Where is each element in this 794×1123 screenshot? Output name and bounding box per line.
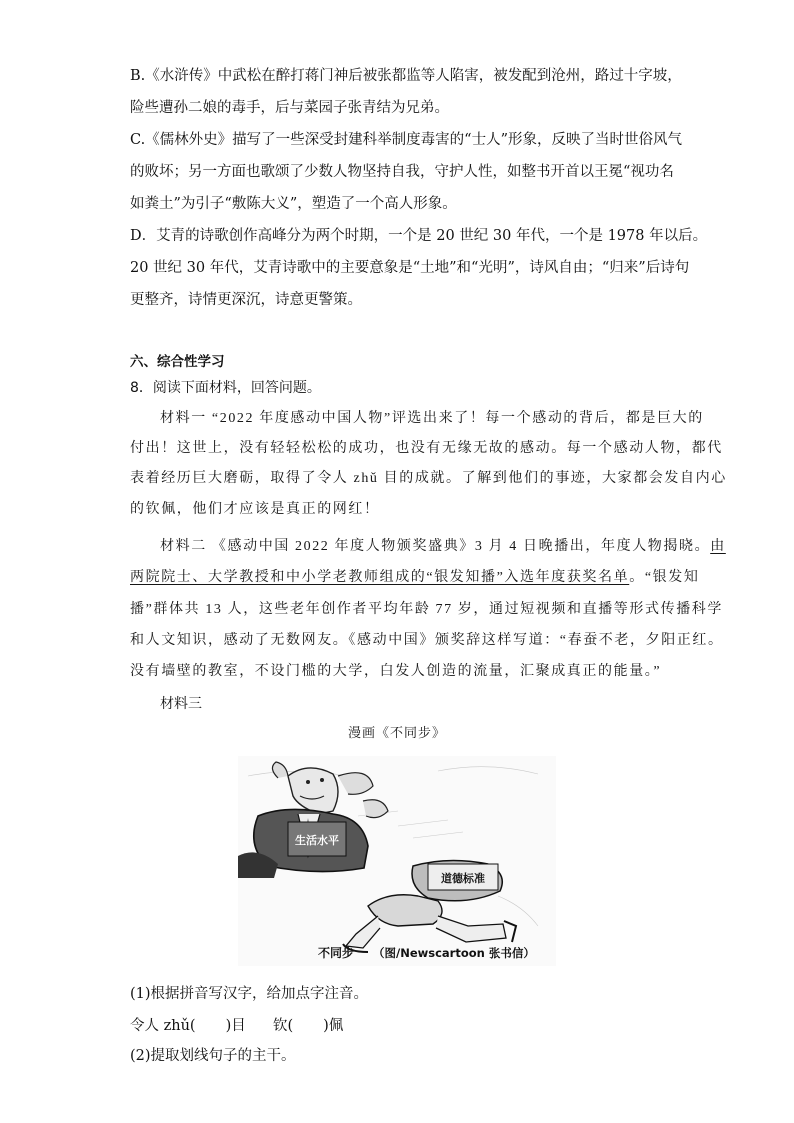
option-d-line2: 20 世纪 30 年代，艾青诗歌中的主要意象是“土地”和“光明”，诗风自由；“归来”后诗句	[130, 260, 690, 276]
material1-line2: 付出！这世上，没有轻轻松松的成功，也没有无缘无故的感动。每一个感动人物，都代	[130, 441, 723, 456]
cartoon-credit-source: （图/Newscartoon 张书信）	[373, 946, 535, 960]
subquestion-1-answers	[130, 1016, 343, 1036]
material1-line1: 材料一 “2022 年度感动中国人物”评选出来了！每一个感动的背后，都是巨大的	[160, 411, 704, 426]
material3-label: 材料三	[160, 696, 202, 712]
option-c-line3: 如粪土”为引子“敷陈大义”，塑造了一个高人形象。	[130, 196, 457, 212]
option-d-line1: D．艾青的诗歌创作高峰分为两个时期，一个是 20 世纪 30 年代，一个是 1978 年以后。	[130, 228, 708, 244]
cartoon-image	[238, 756, 556, 966]
material2-line2	[130, 568, 699, 588]
material2-line1	[160, 537, 726, 557]
answer-zhu-prefix: 令人 zhǔ(	[130, 1018, 196, 1034]
underlined-sentence: 两院院士、大学教授和中小学老教师组成的“银发知播”入选年度获奖名单	[130, 570, 630, 585]
material1-line3: 表着经历巨大磨砺，取得了令人 zhǔ 目的成就。了解到他们的事迹，大家都会发自内心	[130, 471, 727, 486]
tag-living-standard: 生活水平	[295, 834, 339, 847]
material2-line5: 没有墙壁的教室，不设门槛的大学，白发人创造的流量，汇聚成真正的能量。”	[130, 664, 662, 679]
material2-line3: 播”群体共 13 人，这些老年创作者平均年龄 77 岁，通过短视频和直播等形式传播科学	[130, 602, 724, 617]
material2-line2-text: 。“银发知	[629, 570, 700, 585]
material1-line4: 的钦佩，他们才应该是真正的网红！	[130, 502, 380, 517]
cartoon-caption: 漫画《不同步》	[347, 725, 446, 740]
option-c-line1: C.《儒林外史》描写了一些深受封建科举制度毒害的“士人”形象，反映了当时世俗风气	[130, 132, 683, 148]
material2-line1-text: 材料二 《感动中国 2022 年度人物颁奖盛典》3 月 4 日晚播出，年度人物揭晓。	[160, 539, 711, 554]
subquestion-2: (2)提取划线句子的主干。	[130, 1048, 296, 1064]
answer-qin-suffix: )佩	[323, 1018, 344, 1034]
underlined-sentence-start: 由	[710, 539, 726, 554]
subquestion-1: (1)根据拼音写汉字，给加点字注音。	[130, 986, 369, 1002]
option-b-line2: 险些遭孙二娘的毒手，后与菜园子张青结为兄弟。	[130, 100, 449, 116]
question-8: 8．阅读下面材料，回答问题。	[130, 380, 321, 396]
option-b-line1: B.《水浒传》中武松在醉打蒋门神后被张都监等人陷害，被发配到沧州，路过十字坡，	[130, 68, 682, 84]
answer-zhu-suffix: )目	[225, 1018, 246, 1034]
option-c-line2: 的败坏；另一方面也歌颂了少数人物坚持自我，守护人性，如整书开首以王冕“视功名	[130, 164, 674, 180]
tag-moral-standard: 道德标准	[441, 872, 485, 885]
option-d-line3: 更整齐，诗情更深沉，诗意更警策。	[130, 292, 362, 308]
answer-qin-prefix: 钦(	[272, 1018, 294, 1034]
material2-line4: 和人文知识，感动了无数网友。《感动中国》颁奖辞这样写道：“春蚕不老，夕阳正红。	[130, 633, 724, 648]
runner-tag	[428, 864, 498, 890]
section-heading: 六、综合性学习	[130, 354, 225, 370]
big-man-tag	[288, 822, 346, 856]
cartoon-credit-title: 不同步	[318, 946, 355, 960]
